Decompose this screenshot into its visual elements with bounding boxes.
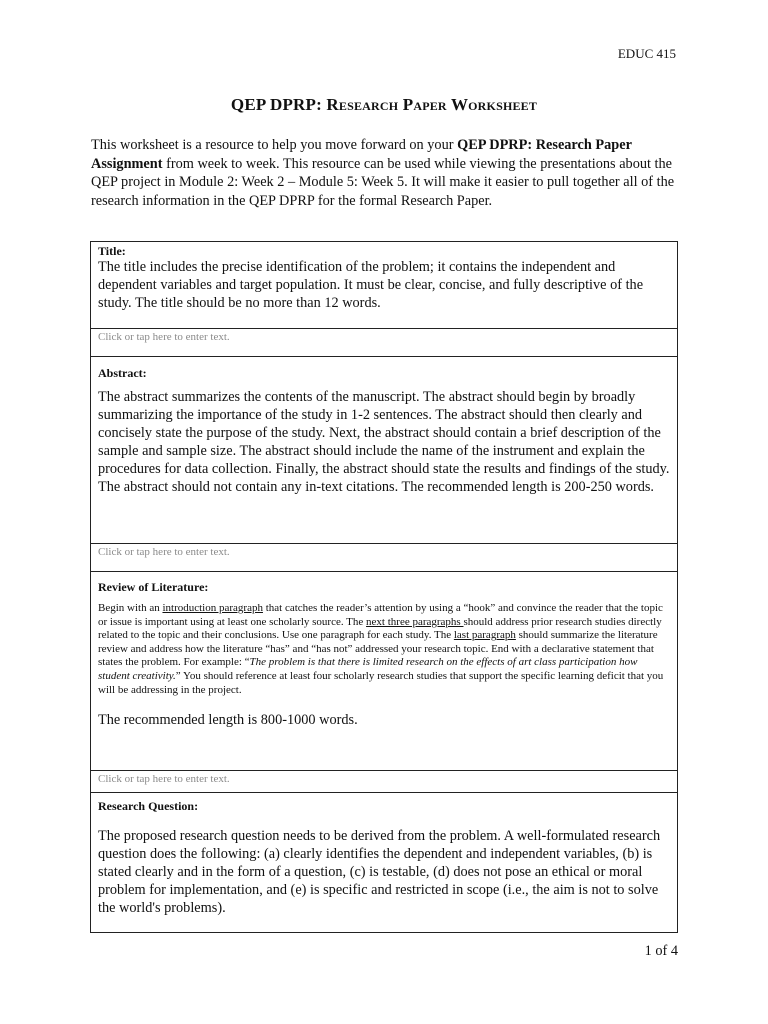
intro-paragraph xyxy=(91,136,681,210)
literature-text-4: should summarize the literature review and address how the literature “has” and “has not” addressed your research topic. End with a declarative statement that states the problem. For example: “ xyxy=(98,629,658,669)
title-prefix: QEP DPRP: xyxy=(230,95,327,114)
intro-assignment-name: QEP DPRP: Research Paper Assignment xyxy=(91,137,632,172)
title-main: Research Paper Worksheet xyxy=(326,95,538,114)
literature-text-1: Begin with an xyxy=(98,602,163,614)
literature-entry-placeholder: Click or tap here to enter text. xyxy=(98,773,230,785)
abstract-entry-placeholder: Click or tap here to enter text. xyxy=(98,546,230,558)
title-entry-row xyxy=(91,329,678,357)
page-title xyxy=(0,95,768,115)
question-section-description: The proposed research question needs to be derived from the problem. A well-formulated research question does the following: (a) clearly identifies the dependent and independent variables, (b) is stated clearly and in the form of a question, (c) is testable, (d) does not pose an ethical or moral problem for implementation, and (e) is specific and restricted in scope (i.e., the aim is not to solve the world's problems). xyxy=(98,828,661,916)
abstract-entry-field[interactable] xyxy=(91,544,678,572)
literature-recommended-length: The recommended length is 800-1000 words. xyxy=(98,712,358,729)
abstract-section xyxy=(91,357,678,544)
literature-example-problem: The problem is that there is limited research on the effects of art class participation how student creativity. xyxy=(98,656,638,682)
literature-text-5: ” You should reference at least four scholarly research studies that support the specific learning deficit that you will be addressing in the project. xyxy=(98,669,664,696)
title-section xyxy=(91,242,678,329)
question-section xyxy=(91,793,678,933)
intro-text-2: from week to week. This resource can be used while viewing the presentations about the QEP project in Module 2: Week 2 – Module 5: Week 5. It will make it easier to pull together all of the research information in the QEP DPRP for the formal Research Paper. xyxy=(91,155,675,209)
literature-entry-field[interactable] xyxy=(91,771,678,793)
page-number: 1 of 4 xyxy=(644,943,678,959)
literature-section-label: Review of Literature: xyxy=(98,580,209,594)
title-entry-placeholder: Click or tap here to enter text. xyxy=(98,331,230,343)
worksheet-table xyxy=(90,241,678,933)
literature-next-paragraphs-term: next three paragraphs xyxy=(366,615,464,628)
literature-text-3: should address prior research studies directly related to the topic and their conclusions. Use one paragraph for each study. The xyxy=(98,615,662,642)
literature-section-description xyxy=(98,602,670,697)
literature-section xyxy=(91,572,678,771)
title-section-label: Title: xyxy=(98,244,126,258)
abstract-section-description: The abstract summarizes the contents of the manuscript. The abstract should begin by broadly summarizing the importance of the study in 1-2 sentences. The abstract should then clearly and concisely state the purpose of the study. Next, the abstract should contain a brief description of the sample and sample size. The abstract should include the name of the instrument and explain the procedures for data collection. Finally, the abstract should state the results and findings of the study. The abstract should not contain any in-text citations. The recommended length is 200-250 words. xyxy=(98,389,670,495)
intro-text-1: This worksheet is a resource to help you move forward on your xyxy=(91,137,458,153)
title-entry-field[interactable] xyxy=(91,329,678,357)
abstract-entry-row xyxy=(91,544,678,572)
abstract-section-label: Abstract: xyxy=(98,366,147,380)
question-section-label: Research Question: xyxy=(98,799,199,813)
title-section-description: The title includes the precise identification of the problem; it contains the independent and dependent variables and target population. It must be clear, concise, and fully descriptive of the study. The title should be no more than 12 words. xyxy=(98,259,644,311)
literature-entry-row xyxy=(91,771,678,793)
course-code: EDUC 415 xyxy=(617,46,676,61)
literature-intro-paragraph-term: introduction paragraph xyxy=(162,602,263,614)
literature-text-2: that catches the reader’s attention by using a “hook” and convince the reader that the topic or issue is important using at least one scholarly source. The xyxy=(98,602,663,628)
literature-last-paragraph-term: last paragraph xyxy=(453,629,516,642)
